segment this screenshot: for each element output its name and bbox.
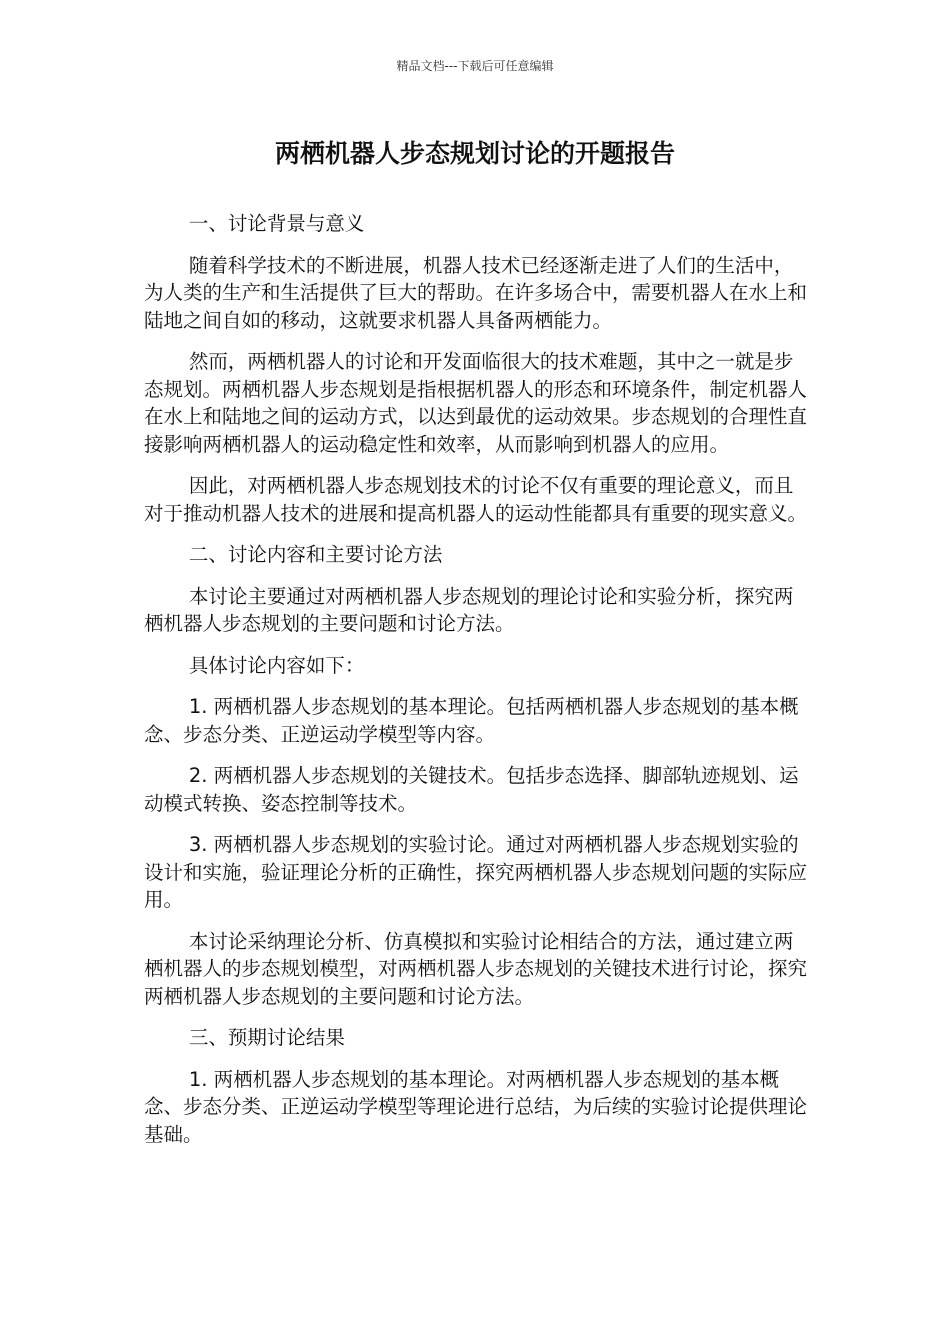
paragraph-gait-planning-challenge: 然而，两栖机器人的讨论和开发面临很大的技术难题，其中之一就是步态规划。两栖机器人步态规划是指根据机器人的形态和环境条件，制定机器人在水上和陆地之间的运动方式，以达到最优的运动效果。步态规划的合理性直接影响两栖机器人的运动稳定性和效率，从而影响到机器人的应用。 [144, 350, 808, 456]
page-header: 精品文档---下载后可任意编辑 [396, 59, 554, 73]
paragraph-research-overview: 本讨论主要通过对两栖机器人步态规划的理论讨论和实验分析，探究两栖机器人步态规划的主要问题和讨论方法。 [144, 584, 794, 635]
document-title: 两栖机器人步态规划讨论的开题报告 [274, 139, 675, 168]
list-item-basic-theory: 1. 两栖机器人步态规划的基本理论。包括两栖机器人步态规划的基本概念、步态分类、正逆运动学模型等内容。 [144, 695, 799, 746]
paragraph-significance: 因此，对两栖机器人步态规划技术的讨论不仅有重要的理论意义，而且对于推动机器人技术的进展和提高机器人的运动性能都具有重要的现实意义。 [144, 474, 808, 525]
section-heading-background: 一、讨论背景与意义 [188, 212, 365, 235]
list-item-expected-basic-theory: 1. 两栖机器人步态规划的基本理论。对两栖机器人步态规划的基本概念、步态分类、正逆运动学模型等理论进行总结，为后续的实验讨论提供理论基础。 [144, 1067, 808, 1146]
list-item-experiments: 3. 两栖机器人步态规划的实验讨论。通过对两栖机器人步态规划实验的设计和实施，验证理论分析的正确性，探究两栖机器人步态规划问题的实际应用。 [144, 833, 808, 911]
section-heading-content-methods: 二、讨论内容和主要讨论方法 [188, 543, 443, 566]
document-body [144, 210, 809, 1162]
paragraph-content-list-intro: 具体讨论内容如下： [188, 653, 365, 677]
paragraph-background-intro: 随着科学技术的不断进展，机器人技术已经逐渐走进了人们的生活中，为人类的生产和生活提供了巨大的帮助。在许多场合中，需要机器人在水上和陆地之间自如的移动，这就要求机器人具备两栖能力。 [144, 253, 808, 332]
section-heading-expected-results: 三、预期讨论结果 [188, 1026, 345, 1049]
paragraph-methods: 本讨论采纳理论分析、仿真模拟和实验讨论相结合的方法，通过建立两栖机器人的步态规划模型，对两栖机器人步态规划的关键技术进行讨论，探究两栖机器人步态规划的主要问题和讨论方法。 [144, 929, 808, 1008]
list-item-key-technologies: 2. 两栖机器人步态规划的关键技术。包括步态选择、脚部轨迹规划、运动模式转换、姿态控制等技术。 [144, 764, 799, 815]
